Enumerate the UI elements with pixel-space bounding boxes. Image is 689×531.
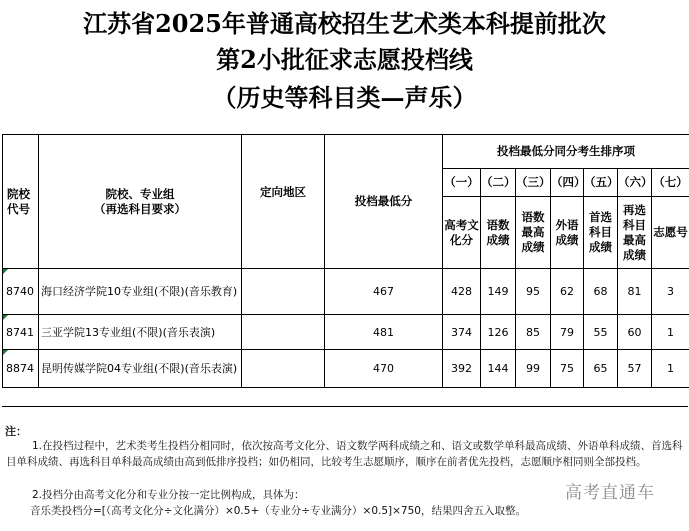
header-tiebreak-label: 再选科目最高成绩: [618, 197, 652, 269]
foreign-language-score: 75: [551, 350, 584, 388]
header-group-main: 院校、专业组: [39, 187, 241, 202]
header-tiebreak-label: 语数成绩: [481, 197, 516, 269]
title-line-1: 江苏省2025年普通高校招生艺术类本科提前批次: [0, 8, 689, 40]
header-tiebreak-num: （三）: [516, 169, 551, 197]
header-tiebreak-label: 首选科目成绩: [584, 197, 618, 269]
table-row: [3, 269, 689, 315]
header-tiebreak-num: （四）: [551, 169, 584, 197]
chinese-math-score: 149: [481, 269, 516, 315]
school-group-name: 昆明传媒学院04专业组(不限)(音乐表演): [39, 350, 242, 388]
header-tiebreak-num: （二）: [481, 169, 516, 197]
header-tiebreak-label: 外语成绩: [551, 197, 584, 269]
min-score: 467: [325, 269, 443, 315]
note-paragraph-1: 1.在投档过程中，艺术类考生投档分相同时，依次按高考文化分、语文数学两科成绩之和、语文或数学单科最高成绩、外语单科成绩、首选科目单科成绩、再选科目单科最高成绩由高到低排序投档；如仍相同，比较考生志愿顺序，顺序在前者优先投档，志愿顺序相同则全部投档。: [6, 439, 686, 470]
notes-label: 注：: [5, 424, 27, 440]
reselected-subject-max: 60: [618, 315, 652, 350]
watermark-logo: 高考直通车: [561, 478, 659, 503]
table-row: [3, 315, 689, 350]
header-min-score: 投档最低分: [325, 135, 443, 269]
reselected-subject-max: 57: [618, 350, 652, 388]
header-group: [39, 135, 242, 269]
note-paragraph-3: 音乐类投档分=[（高考文化分÷文化满分）×0.5+（专业分÷专业满分）×0.5]×750，结果四舍五入取整。: [30, 504, 670, 520]
preference-number: 3: [652, 269, 689, 315]
chinese-math-max: 95: [516, 269, 551, 315]
preference-number: 1: [652, 350, 689, 388]
title-line-3: （历史等科目类—声乐）: [0, 82, 689, 114]
first-subject-score: 65: [584, 350, 618, 388]
first-subject-score: 55: [584, 315, 618, 350]
note-paragraph-2: 2.投档分由高考文化分和专业分按一定比例构成，具体为：: [6, 488, 686, 504]
header-tiebreak-num: （七）: [652, 169, 689, 197]
region-cell: [242, 315, 325, 350]
culture-score: 428: [443, 269, 481, 315]
preference-number: 1: [652, 315, 689, 350]
foreign-language-score: 79: [551, 315, 584, 350]
region-cell: [242, 350, 325, 388]
header-tiebreak-label: 志愿号: [652, 197, 689, 269]
school-code: 8741: [3, 315, 39, 350]
header-tiebreak-num: （一）: [443, 169, 481, 197]
culture-score: 392: [443, 350, 481, 388]
chinese-math-score: 144: [481, 350, 516, 388]
school-code: 8874: [3, 350, 39, 388]
reselected-subject-max: 81: [618, 269, 652, 315]
school-code: 8740: [3, 269, 39, 315]
header-tiebreak: 投档最低分同分考生排序项: [443, 135, 689, 169]
header-region: 定向地区: [242, 135, 325, 269]
header-tiebreak-num: （六）: [618, 169, 652, 197]
header-code: 院校代号: [3, 135, 39, 269]
chinese-math-score: 126: [481, 315, 516, 350]
school-group-name: 海口经济学院10专业组(不限)(音乐教育): [39, 269, 242, 315]
title-block: [0, 0, 689, 132]
foreign-language-score: 62: [551, 269, 584, 315]
chinese-math-max: 85: [516, 315, 551, 350]
title-line-2: 第2小批征求志愿投档线: [0, 44, 689, 76]
first-subject-score: 68: [584, 269, 618, 315]
chinese-math-max: 99: [516, 350, 551, 388]
region-cell: [242, 269, 325, 315]
header-tiebreak-label: 语数最高成绩: [516, 197, 551, 269]
school-group-name: 三亚学院13专业组(不限)(音乐表演): [39, 315, 242, 350]
min-score: 470: [325, 350, 443, 388]
header-tiebreak-num: （五）: [584, 169, 618, 197]
header-group-sub: （再选科目要求）: [39, 202, 241, 217]
table-row: [3, 350, 689, 388]
min-score: 481: [325, 315, 443, 350]
header-tiebreak-label: 高考文化分: [443, 197, 481, 269]
score-table: [2, 134, 689, 388]
notes-section: [2, 406, 688, 531]
culture-score: 374: [443, 315, 481, 350]
